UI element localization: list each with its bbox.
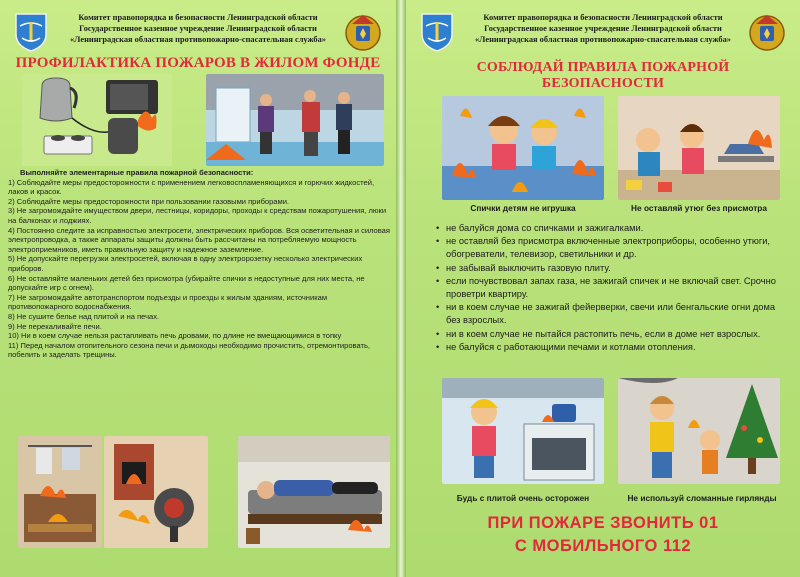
rule-item: 8) Не сушите белье над плитой и на печах.: [8, 311, 160, 321]
right-header: [406, 10, 800, 52]
matches-fire-illustration: [442, 96, 604, 200]
rule-item: 7) Не загромождайте автотранспортом подъезды и проезды к жилым зданиям, источникам противопожарного водоснабжения.: [8, 292, 328, 312]
rules-heading: Выполняйте элементарные правила пожарной безопасности:: [20, 168, 254, 177]
left-page: [0, 0, 396, 577]
evacuation-illustration: [206, 74, 384, 166]
leningrad-oblast-coat-of-arms-icon: [14, 12, 48, 52]
emergency-call-line-1: ПРИ ПОЖАРЕ ЗВОНИТЬ 01: [487, 514, 719, 532]
page-title: ПРОФИЛАКТИКА ПОЖАРОВ В ЖИЛОМ ФОНДЕ: [15, 55, 381, 71]
org-line-2: Государственное казенное учреждение Ленинградской области: [484, 24, 722, 33]
appliances-illustration: [22, 74, 172, 166]
page-title: СОБЛЮДАЙ ПРАВИЛА ПОЖАРНОЙ БЕЗОПАСНОСТИ: [476, 60, 730, 91]
leningrad-oblast-coat-of-arms-icon: [420, 12, 454, 52]
list-item: • не балуйся с работающими печами и котлами отопления.: [436, 341, 786, 354]
list-item: • если почувствовал запах газа, не зажигай спичек и не включай свет. Срочно проветри квартиру.: [436, 275, 786, 301]
rule-item: 2) Соблюдайте меры предосторожности при пользовании газовыми приборами.: [8, 196, 290, 206]
rule-item: 5) Не допускайте перегрузки электросетей, включая в одну электророзетку несколько электрических приборов.: [8, 254, 363, 273]
safety-tips-list: [436, 222, 786, 354]
rule-item: 10) Ни в коем случае нельзя растапливать печь дровами, по длине не вмещающимися в топку: [8, 331, 342, 341]
organization-header: [56, 12, 340, 45]
broken-garland-illustration: [618, 378, 780, 484]
booklet-fold: [396, 0, 406, 577]
rule-item: 6) Не оставляйте маленьких детей без присмотра (убирайте спички в недоступные для них места, не допускайте игр с огнем).: [8, 273, 365, 293]
fire-service-emblem-icon: [748, 10, 786, 54]
caption-matches: Спички детям не игрушка: [470, 203, 576, 213]
list-item: • не балуйся дома со спичками и зажигалками.: [436, 222, 786, 235]
rule-item: 9) Не перекаливайте печи.: [8, 321, 102, 331]
rule-item: 4) Постоянно следите за исправностью электросети, электрических приборов. Вся осветительная и силовая электропроводка, а также аппараты защиты должны быть рассчитаны на потребляемую мощность электроприемников, иметь правильную защиту и надежное заземление.: [8, 225, 390, 254]
list-item: • ни в коем случае не зажигай фейерверки, свечи или бенгальские огни дома без взрослых.: [436, 301, 786, 327]
left-header: [0, 10, 396, 52]
iron-fire-illustration: [618, 96, 780, 200]
org-line-1: Комитет правопорядка и безопасности Ленинградской области: [78, 13, 318, 22]
org-line-1: Комитет правопорядка и безопасности Ленинградской области: [483, 13, 723, 22]
org-line-3: «Ленинградская областная противопожарно-спасательная служба»: [474, 35, 731, 44]
caption-iron: Не оставляй утюг без присмотра: [631, 203, 767, 213]
right-page: [406, 0, 800, 577]
list-item: • не забывай выключить газовую плиту.: [436, 262, 786, 275]
org-line-2: Государственное казенное учреждение Ленинградской области: [79, 24, 317, 33]
organization-header: [462, 12, 744, 45]
stove-and-heater-illustration: [104, 436, 208, 548]
caption-garland: Не используй сломанные гирлянды: [627, 493, 777, 503]
gas-stove-illustration: [442, 378, 604, 484]
caption-stove: Будь с плитой очень осторожен: [456, 493, 590, 503]
rule-item: 11) Перед началом отопительного сезона печи и дымоходы необходимо прочистить, отремонтировать, побелить и заделать трещины.: [8, 340, 370, 360]
rule-item: 1) Соблюдайте меры предосторожности с применением легковоспламеняющихся и горючих жидкостей, лаков и красок.: [8, 177, 375, 197]
list-item: • ни в коем случае не пытайся растопить печь, если в доме нет взрослых.: [436, 328, 786, 341]
fire-safety-rules: [8, 168, 390, 428]
laundry-over-stove-illustration: [18, 436, 102, 548]
fire-service-emblem-icon: [344, 10, 382, 54]
list-item: • не оставляй без присмотра включенные электроприборы, особенно утюги, обогреватели, телевизор, светильники и др.: [436, 235, 786, 261]
rule-item: 3) Не загромождайте имуществом двери, лестницы, коридоры, проходы к средствам пожаротушения, люки на балконах и лоджиях.: [8, 206, 387, 225]
emergency-call-line-2: С МОБИЛЬНОГО 112: [514, 537, 692, 555]
sleeping-smoker-illustration: [238, 436, 390, 548]
org-line-3: «Ленинградская областная противопожарно-спасательная служба»: [69, 35, 326, 44]
